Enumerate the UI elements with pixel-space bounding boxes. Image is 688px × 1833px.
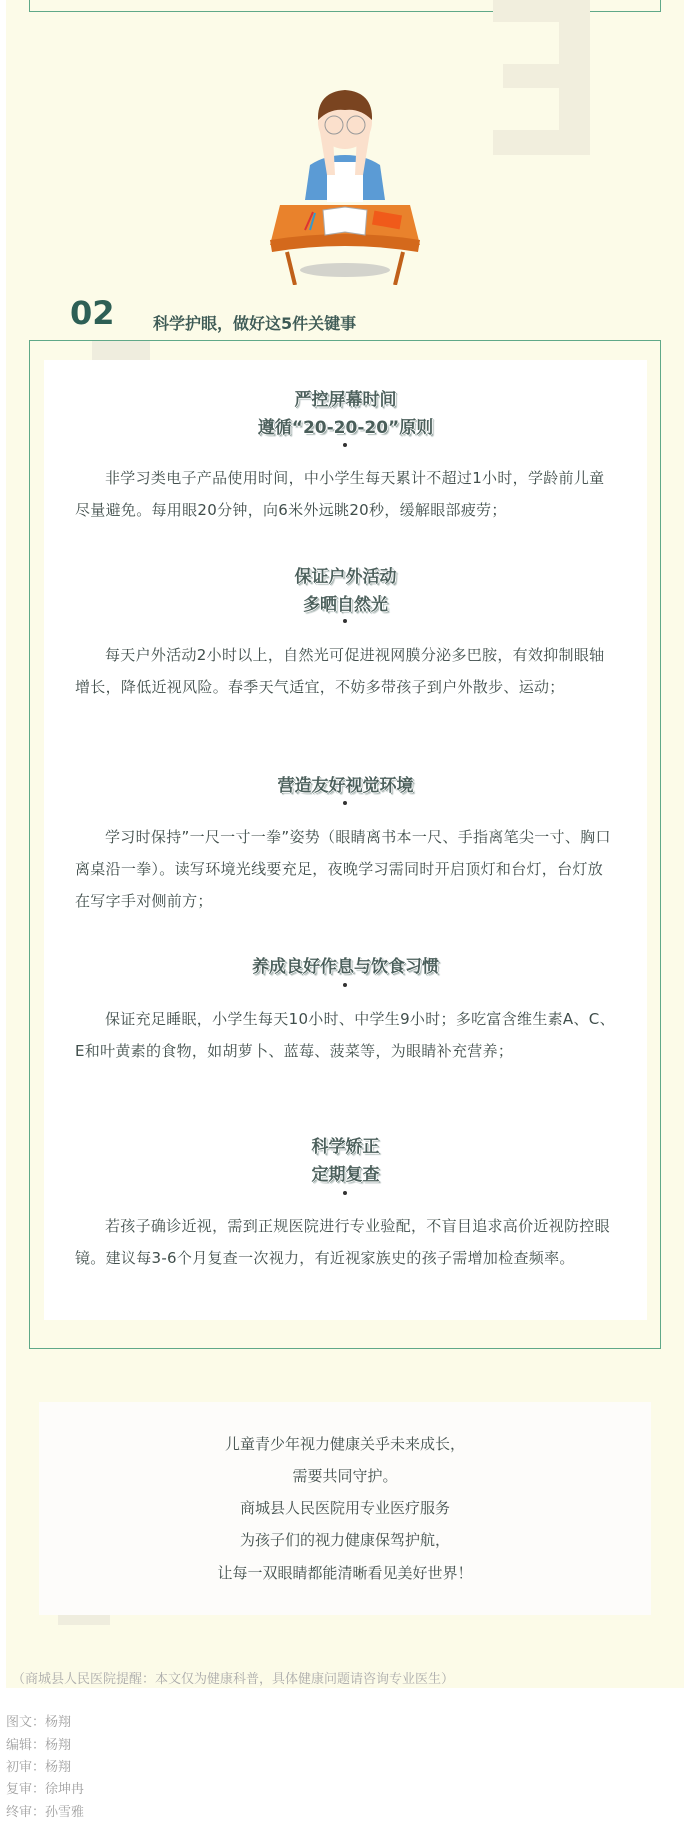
closing-line: 让每一双眼睛都能清晰看见美好世界！ — [217, 1564, 473, 1582]
watermark-shape — [493, 0, 590, 155]
tip-body: 非学习类电子产品使用时间，中小学生每天累计不超过1小时，学龄前儿童尽量避免。每用眼20分钟，向6米外远眺20秒，缓解眼部疲劳； — [75, 469, 605, 519]
disclaimer: （商城县人民医院提醒：本文仅为健康科普，具体健康问题请咨询专业医生） — [12, 1672, 455, 1687]
closing-line: 为孩子们的视力健康保驾护航， — [239, 1531, 450, 1549]
tip-body: 每天户外活动2小时以上，自然光可促进视网膜分泌多巴胺，有效抑制眼轴增长，降低近视风险。春季天气适宜，不妨多带孩子到户外散步、运动； — [75, 646, 605, 696]
tip-heading: 保证户外活动 多晒自然光 — [294, 567, 397, 615]
credit-line: 复审：徐坤冉 — [6, 1782, 85, 1797]
bullet-dot — [343, 801, 347, 805]
boy-at-desk-illustration — [265, 80, 425, 285]
credit-line: 终审：孙雪雅 — [6, 1805, 85, 1820]
tip-body: 学习时保持”一尺一寸一拳”姿势（眼睛离书本一尺、手指离笔尖一寸、胸口离桌沿一拳）。读写环境光线要充足，夜晚学习需同时开启顶灯和台灯，台灯放在写字手对侧前方； — [75, 828, 611, 910]
closing-line: 需要共同守护。 — [292, 1467, 398, 1485]
tip-body: 保证充足睡眠，小学生每天10小时、中学生9小时；多吃富含维生素A、C、E和叶黄素的食物，如胡萝卜、蓝莓、菠菜等，为眼睛补充营养； — [75, 1010, 615, 1060]
watermark-shape — [58, 1615, 110, 1625]
credit-line: 编辑：杨翔 — [6, 1738, 72, 1753]
bullet-dot — [343, 1191, 347, 1195]
bullet-dot — [343, 983, 347, 987]
tip-heading: 营造友好视觉环境 — [277, 776, 414, 796]
section-number: 02 — [70, 294, 115, 332]
closing-line: 商城县人民医院用专业医疗服务 — [239, 1499, 450, 1517]
closing-line: 儿童青少年视力健康关乎未来成长， — [224, 1435, 465, 1453]
tip-heading: 严控屏幕时间 遵循“20-20-20”原则 — [257, 390, 434, 438]
bullet-dot — [343, 443, 347, 447]
tip-body: 若孩子确诊近视，需到正规医院进行专业验配，不盲目追求高价近视防控眼镜。建议每3-6个月复查一次视力，有近视家族史的孩子需增加检查频率。 — [75, 1217, 610, 1267]
tip-heading: 养成良好作息与饮食习惯 — [252, 957, 439, 977]
credit-line: 初审：杨翔 — [6, 1760, 72, 1775]
bullet-dot — [343, 619, 347, 623]
section-title: 科学护眼，做好这5件关键事 — [153, 314, 357, 333]
tip-heading: 科学矫正 定期复查 — [311, 1137, 380, 1185]
credit-line: 图文：杨翔 — [6, 1715, 72, 1730]
